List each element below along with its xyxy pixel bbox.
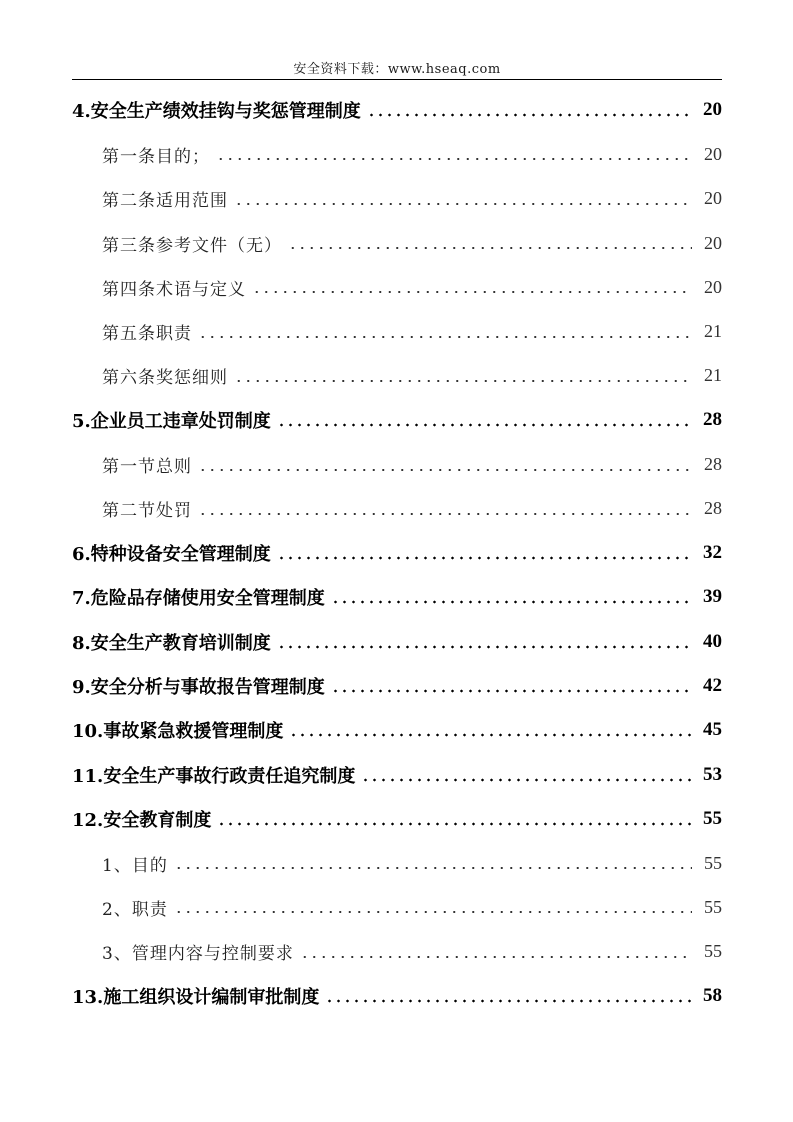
toc-dot-leader bbox=[174, 866, 692, 870]
toc-dot-leader bbox=[217, 822, 692, 826]
toc-section-entry[interactable] bbox=[72, 177, 722, 221]
toc-dot-leader bbox=[234, 202, 692, 206]
toc-page-number: 40 bbox=[703, 630, 722, 652]
toc-dot-leader bbox=[174, 910, 692, 914]
toc-entry-label: 9.安全分析与事故报告管理制度 bbox=[72, 677, 325, 698]
toc-entry-label: 3、管理内容与控制要求 bbox=[102, 944, 294, 965]
toc-dot-leader bbox=[288, 246, 692, 250]
toc-chapter-entry[interactable] bbox=[72, 398, 722, 442]
toc-chapter-entry[interactable] bbox=[72, 974, 722, 1018]
toc-chapter-entry[interactable] bbox=[72, 88, 722, 132]
toc-page-number: 20 bbox=[703, 99, 722, 121]
toc-dot-leader bbox=[198, 468, 692, 472]
toc-chapter-entry[interactable] bbox=[72, 531, 722, 575]
toc-entry-label: 11.安全生产事故行政责任追究制度 bbox=[72, 765, 356, 787]
toc-page-number: 53 bbox=[703, 763, 722, 785]
toc-entry-label: 第三条参考文件（无） bbox=[102, 235, 282, 256]
toc-dot-leader bbox=[216, 157, 692, 161]
toc-page-number: 28 bbox=[704, 498, 722, 519]
toc-page-number: 20 bbox=[704, 143, 722, 164]
toc-page-number: 55 bbox=[704, 896, 722, 917]
toc-dot-leader bbox=[325, 999, 692, 1003]
toc-chapter-entry[interactable] bbox=[72, 752, 722, 796]
toc-entry-label: 12.安全教育制度 bbox=[72, 809, 212, 831]
toc-entry-label: 第四条术语与定义 bbox=[102, 279, 246, 300]
toc-dot-leader bbox=[277, 645, 692, 649]
toc-entry-label: 第一节总则 bbox=[102, 457, 192, 478]
toc-dot-leader bbox=[198, 512, 692, 516]
toc-entry-label: 6.特种设备安全管理制度 bbox=[72, 544, 271, 566]
toc-chapter-entry[interactable] bbox=[72, 797, 722, 841]
toc-entry-label: 1、目的 bbox=[102, 855, 168, 876]
toc-entry-label: 2、职责 bbox=[102, 899, 168, 920]
toc-entry-label: 7.危险品存储使用安全管理制度 bbox=[72, 588, 325, 610]
toc-page-number: 39 bbox=[703, 586, 722, 608]
toc-chapter-entry[interactable] bbox=[72, 620, 722, 664]
toc-dot-leader bbox=[277, 423, 692, 427]
toc-entry-label: 10.事故紧急救援管理制度 bbox=[72, 721, 284, 743]
toc-page-number: 45 bbox=[703, 719, 722, 741]
toc-entry-label: 第二节处罚 bbox=[102, 501, 192, 522]
toc-section-entry[interactable] bbox=[72, 885, 722, 929]
toc-page-number: 20 bbox=[704, 188, 722, 209]
toc-dot-leader bbox=[367, 113, 692, 117]
toc-dot-leader bbox=[234, 379, 692, 383]
toc-entry-label: 13.施工组织设计编制审批制度 bbox=[72, 987, 320, 1009]
toc-page-number: 28 bbox=[704, 454, 722, 475]
toc-entry-label: 4.安全生产绩效挂钩与奖惩管理制度 bbox=[72, 101, 361, 123]
toc-dot-leader bbox=[331, 600, 692, 604]
toc-section-entry[interactable] bbox=[72, 354, 722, 398]
toc-page-number: 21 bbox=[704, 321, 722, 342]
toc-entry-label: 第六条奖惩细则 bbox=[102, 368, 228, 389]
table-of-contents bbox=[72, 88, 722, 1018]
toc-page-number: 21 bbox=[704, 365, 722, 386]
toc-chapter-entry[interactable] bbox=[72, 708, 722, 752]
header-divider bbox=[72, 79, 722, 80]
toc-entry-label: 5.企业员工违章处罚制度 bbox=[72, 411, 271, 433]
toc-section-entry[interactable] bbox=[72, 309, 722, 353]
toc-section-entry[interactable] bbox=[72, 841, 722, 885]
toc-page-number: 28 bbox=[703, 409, 722, 431]
page-header: 安全资料下载：www.hseaq.com bbox=[293, 62, 501, 77]
toc-entry-label: 第一条目的； bbox=[102, 146, 210, 167]
toc-page-number: 20 bbox=[704, 232, 722, 253]
toc-entry-label: 第五条职责 bbox=[102, 324, 192, 345]
toc-dot-leader bbox=[289, 733, 692, 737]
toc-section-entry[interactable] bbox=[72, 442, 722, 486]
toc-entry-label: 8.安全生产教育培训制度 bbox=[72, 632, 271, 654]
toc-page-number: 55 bbox=[703, 807, 722, 829]
toc-dot-leader bbox=[331, 689, 692, 693]
toc-dot-leader bbox=[300, 955, 692, 959]
toc-page-number: 58 bbox=[703, 985, 722, 1007]
toc-entry-label: 第二条适用范围 bbox=[102, 191, 228, 212]
toc-dot-leader bbox=[277, 556, 692, 560]
toc-page-number: 42 bbox=[703, 675, 722, 696]
toc-page-number: 20 bbox=[704, 276, 722, 297]
toc-chapter-entry[interactable] bbox=[72, 664, 722, 708]
toc-dot-leader bbox=[252, 290, 692, 294]
toc-section-entry[interactable] bbox=[72, 221, 722, 265]
toc-section-entry[interactable] bbox=[72, 487, 722, 531]
toc-dot-leader bbox=[361, 778, 692, 782]
toc-page-number: 55 bbox=[704, 852, 722, 873]
toc-section-entry[interactable] bbox=[72, 132, 722, 176]
toc-section-entry[interactable] bbox=[72, 930, 722, 974]
toc-section-entry[interactable] bbox=[72, 265, 722, 309]
toc-chapter-entry[interactable] bbox=[72, 575, 722, 619]
toc-page-number: 32 bbox=[703, 542, 722, 564]
toc-page-number: 55 bbox=[704, 941, 722, 962]
toc-dot-leader bbox=[198, 335, 692, 339]
